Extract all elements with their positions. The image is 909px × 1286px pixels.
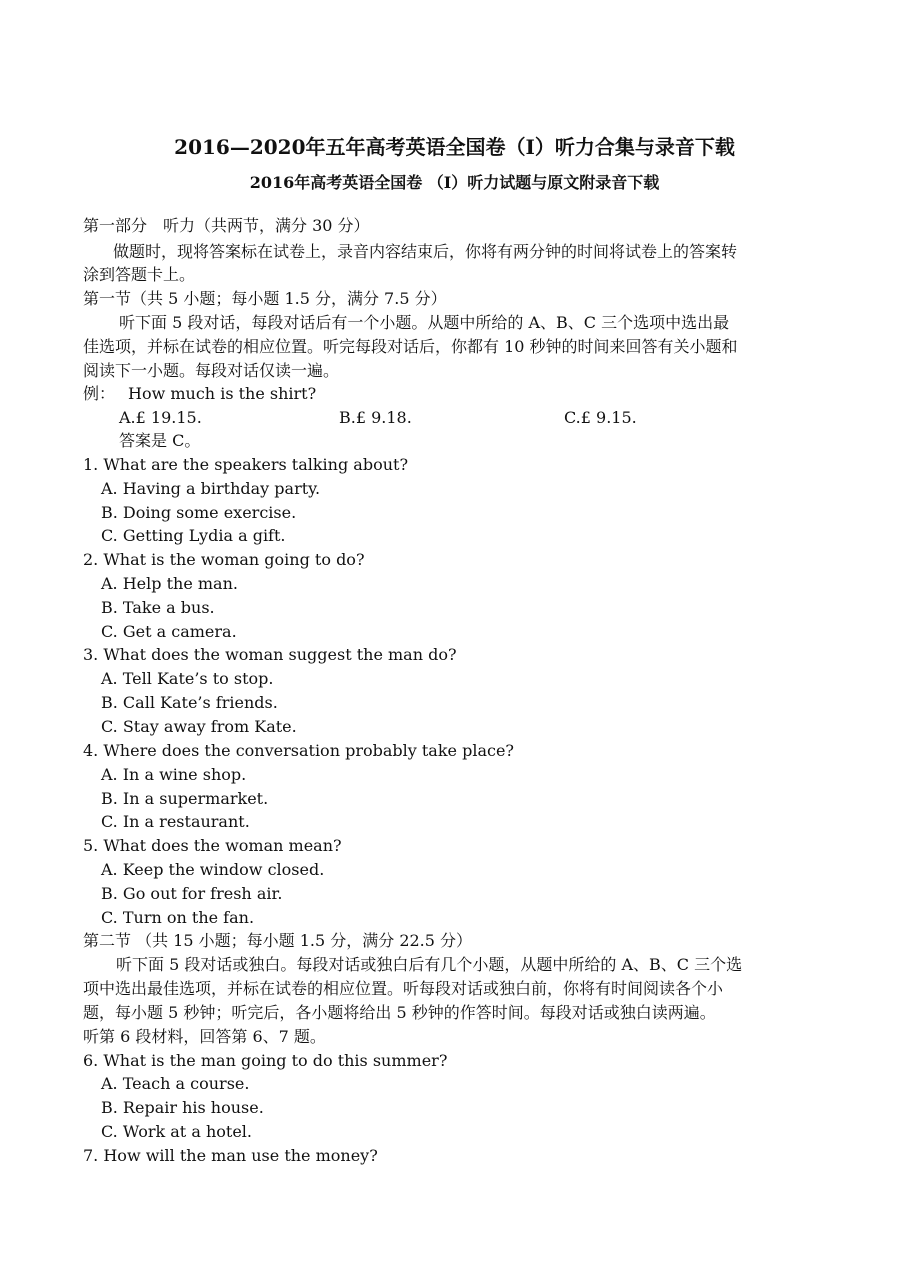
section2-heading: 第二节 （共 15 小题；每小题 1.5 分，满分 22.5 分） [83,931,473,950]
section1-heading: 第一节（共 5 小题；每小题 1.5 分，满分 7.5 分） [83,289,447,308]
part1-heading: 第一部分 听力（共两节，满分 30 分） [83,216,370,235]
example-option-c: C.£ 9.15. [564,408,637,427]
example-option-a: A.£ 19.15. [119,408,202,427]
example-answer: 答案是 C。 [119,431,201,450]
question-5-option-c: C. Turn on the fan. [101,908,255,927]
question-2-option-c: C. Get a camera. [101,622,237,641]
question-1-option-b: B. Doing some exercise. [101,503,297,522]
question-6: 6. What is the man going to do this summer? [83,1051,448,1070]
example-question: How much is the shirt? [128,384,317,403]
question-5: 5. What does the woman mean? [83,836,342,855]
question-2-option-a: A. Help the man. [101,574,238,593]
question-4-option-b: B. In a supermarket. [101,789,269,808]
question-3: 3. What does the woman suggest the man do? [83,645,457,664]
question-2-option-b: B. Take a bus. [101,598,215,617]
section2-instructions-line-3: 题，每小题 5 秒钟；听完后，各小题将给出 5 秒钟的作答时间。每段对话或独白读两遍。 [83,1003,716,1022]
question-1: 1. What are the speakers talking about? [83,455,409,474]
section2-instructions-line-2: 项中选出最佳选项，并标在试卷的相应位置。听每段对话或独白前，你将有时间阅读各个小 [83,979,724,998]
question-3-option-b: B. Call Kate’s friends. [101,693,278,712]
part1-intro-line-2: 涂到答题卡上。 [83,265,196,284]
question-5-option-a: A. Keep the window closed. [101,860,325,879]
example-option-b: B.£ 9.18. [339,408,412,427]
question-5-option-b: B. Go out for fresh air. [101,884,283,903]
question-4: 4. Where does the conversation probably take place? [83,741,514,760]
main-title: 2016—2020年五年高考英语全国卷（I）听力合集与录音下载 [174,135,735,159]
section1-instructions-line-3: 阅读下一小题。每段对话仅读一遍。 [83,361,340,380]
material-6-instruction: 听第 6 段材料，回答第 6、7 题。 [83,1027,326,1046]
section1-instructions-line-2: 佳选项，并标在试卷的相应位置。听完每段对话后，你都有 10 秒钟的时间来回答有关小题和 [83,337,738,356]
section1-instructions-line-1: 听下面 5 段对话，每段对话后有一个小题。从题中所给的 A、B、C 三个选项中选出最 [119,313,730,332]
question-3-option-a: A. Tell Kate’s to stop. [101,669,274,688]
question-6-option-c: C. Work at a hotel. [101,1122,252,1141]
question-6-option-b: B. Repair his house. [101,1098,264,1117]
question-1-option-a: A. Having a birthday party. [101,479,321,498]
question-2: 2. What is the woman going to do? [83,550,365,569]
example-label: 例： [83,384,116,403]
question-3-option-c: C. Stay away from Kate. [101,717,297,736]
sub-title: 2016年高考英语全国卷 （I）听力试题与原文附录音下载 [249,173,660,192]
section2-instructions-line-1: 听下面 5 段对话或独白。每段对话或独白后有几个小题，从题中所给的 A、B、C 三个选 [116,955,743,974]
part1-intro-line-1: 做题时，现将答案标在试卷上，录音内容结束后，你将有两分钟的时间将试卷上的答案转 [113,242,738,261]
question-6-option-a: A. Teach a course. [101,1074,250,1093]
question-7: 7. How will the man use the money? [83,1146,378,1165]
question-1-option-c: C. Getting Lydia a gift. [101,526,286,545]
question-4-option-a: A. In a wine shop. [101,765,247,784]
question-4-option-c: C. In a restaurant. [101,812,250,831]
